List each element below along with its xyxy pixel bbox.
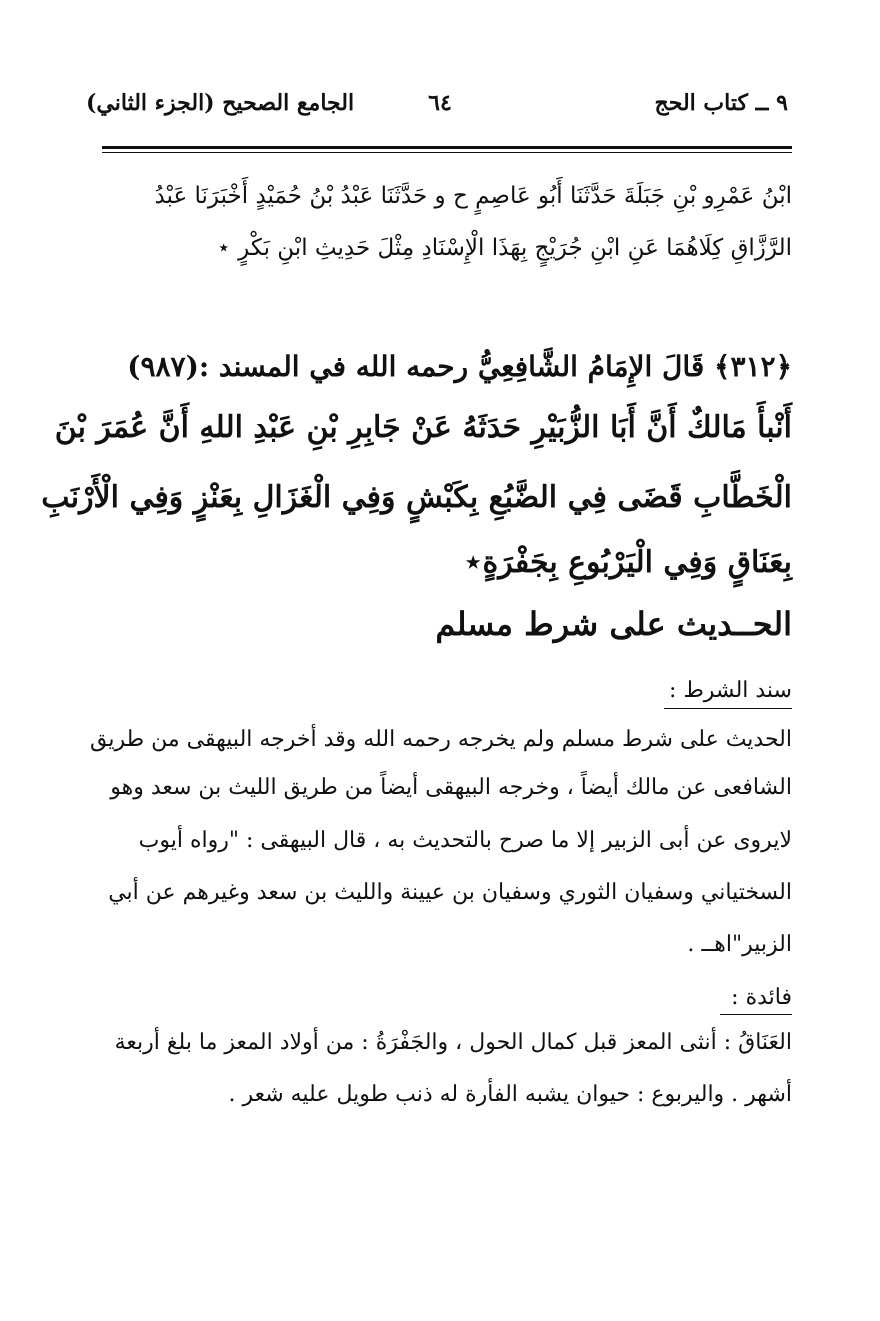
faida-label-underline (720, 1014, 792, 1015)
sanad-text-line: الشافعى عن مالك أيضاً ، وخرجه البيهقى أيضاً من طريق الليث بن سعد وهو (110, 775, 792, 800)
hadith-text-line: أَنْبأَ مَالكٌ أَنَّ أَبَا الزُّبَيْرِ حَدَثَهُ عَنْ جَابِرِ بْنِ عَبْدِ اللهِ أَنَّ عُمَرَ بْنَ (54, 410, 792, 445)
faida-text-line: أشهر . واليربوع : حيوان يشبه الفأرة له ذنب طويل عليه شعر . (228, 1082, 792, 1107)
sanad-text-line: لايروى عن أبى الزبير إلا ما صرح بالتحديث به ، قال البيهقى : "رواه أيوب (138, 828, 792, 853)
continuation-line: ابْنُ عَمْرِو بْنِ جَبَلَةَ حَدَّثَنَا أَبُو عَاصِمٍ ح و حَدَّثَنَا عَبْدُ بْنُ حُمَيْدٍ أَخْبَرَنَا عَبْدُ (154, 183, 792, 209)
book-title: الجامع الصحيح (الجزء الثاني) (86, 90, 355, 116)
sanad-label: سند الشرط : (669, 678, 792, 703)
sanad-text-line: الزبير"اهــ . (687, 932, 792, 957)
continuation-line: الرَّزَّاقِ كِلَاهُمَا عَنِ ابْنِ جُرَيْجٍ بِهَذَا الْإِسْنَادِ مِثْلَ حَدِيثِ ابْنِ بَكْرٍ ⋆ (216, 235, 792, 261)
sanad-label-underline (664, 708, 792, 709)
hadith-grade: الحــديث على شرط مسلم (435, 605, 792, 643)
hadith-text-line: بِعَنَاقٍ وَفِي الْيَرْبُوعِ بِجَفْرَةٍ⋆ (463, 545, 792, 580)
chapter-title: ٩ ــ كتاب الحج (654, 90, 788, 116)
header-rule-thick (102, 146, 792, 149)
faida-label: فائدة : (731, 985, 792, 1010)
sanad-text-line: الحديث على شرط مسلم ولم يخرجه رحمه الله وقد أخرجه البيهقى من طريق (90, 727, 792, 752)
page-number: ٦٤ (428, 90, 452, 116)
header-rule-thin (102, 152, 792, 153)
hadith-text-line: الْخَطَّابِ قَضَى فِي الضَّبُعِ بِكَبْشٍ وَفِي الْغَزَالِ بِعَنْزٍ وَفِي الْأَرْنَبِ (41, 480, 792, 515)
hadith-heading: ﴿٣١٢﴾ قَالَ الإِمَامُ الشَّافِعِيُّ رحمه الله في المسند :(٩٨٧) (127, 350, 792, 383)
sanad-text-line: السختياني وسفيان الثوري وسفيان بن عيينة والليث بن سعد وغيرهم عن أبي (108, 880, 792, 905)
faida-text-line: العَنَاقُ : أنثى المعز قبل كمال الحول ، والجَفْرَةُ : من أولاد المعز ما بلغ أربعة (114, 1030, 792, 1055)
